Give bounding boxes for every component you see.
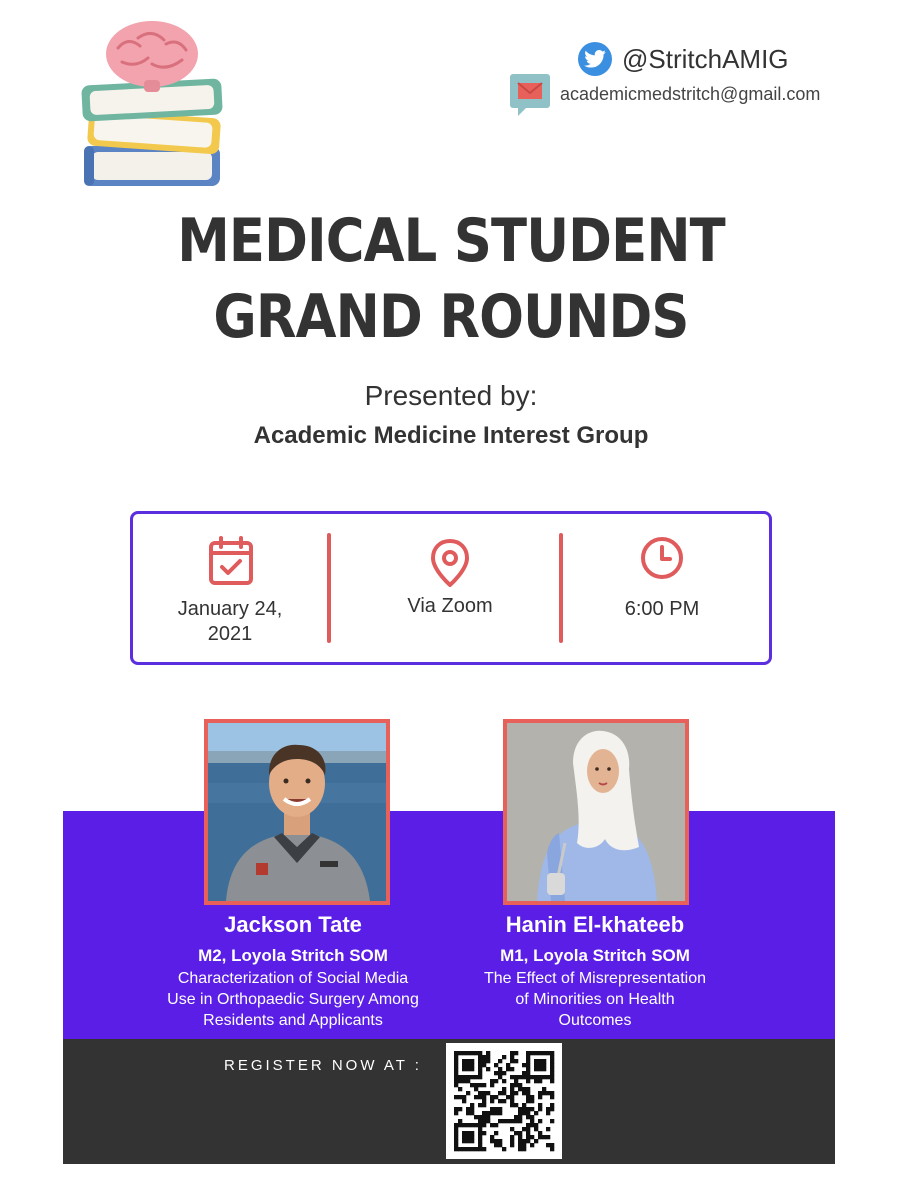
event-date-line-1: January 24, [177,598,283,620]
title-line-1: MEDICAL STUDENT [177,206,725,276]
speaker-name-2: Hanin El-khateeb [505,912,685,937]
event-date [160,597,300,647]
speaker-affiliation-1: M2, Loyola Stritch SOM [198,946,388,965]
presenter-group: Academic Medicine Interest Group [253,422,649,449]
divider-2 [559,533,563,643]
speaker-name-1: Jackson Tate [224,912,362,937]
brain-books-logo-icon [78,18,228,193]
speaker-talk-1-line-1: Characterization of Social Media [177,970,409,987]
twitter-handle: @StritchAMIG [622,44,789,74]
clock-icon [639,535,685,586]
calendar-icon [208,536,254,591]
register-label: REGISTER NOW AT : [224,1057,422,1074]
qr-code-icon[interactable] [446,1043,562,1159]
speaker-talk-2-line-3: Outcomes [558,1012,632,1029]
divider-1 [327,533,331,643]
page-title [54,208,848,350]
speaker-talk-1-line-3: Residents and Applicants [203,1012,383,1029]
presented-by-label: Presented by: [364,380,538,411]
twitter-icon [578,42,612,76]
title-line-2: GRAND ROUNDS [213,282,689,352]
event-date-line-2: 2021 [207,623,253,645]
speaker-talk-1-line-2: Use in Orthopaedic Surgery Among [167,991,419,1008]
event-location: Via Zoom [407,595,493,617]
speaker-talk-2 [447,968,743,1031]
speaker-affiliation-2: M1, Loyola Stritch SOM [500,946,690,965]
speaker-talk-1 [145,968,441,1031]
speaker-photo-jackson-tate [204,719,390,905]
speaker-talk-2-line-1: The Effect of Misrepresentation [483,970,707,987]
speaker-photo-hanin-el-khateeb [503,719,689,905]
event-time: 6:00 PM [624,598,700,620]
location-pin-icon [429,538,471,593]
speaker-talk-2-line-2: of Minorities on Health [515,991,675,1008]
email-address: academicmedstritch@gmail.com [560,84,821,104]
mail-icon [510,74,550,116]
